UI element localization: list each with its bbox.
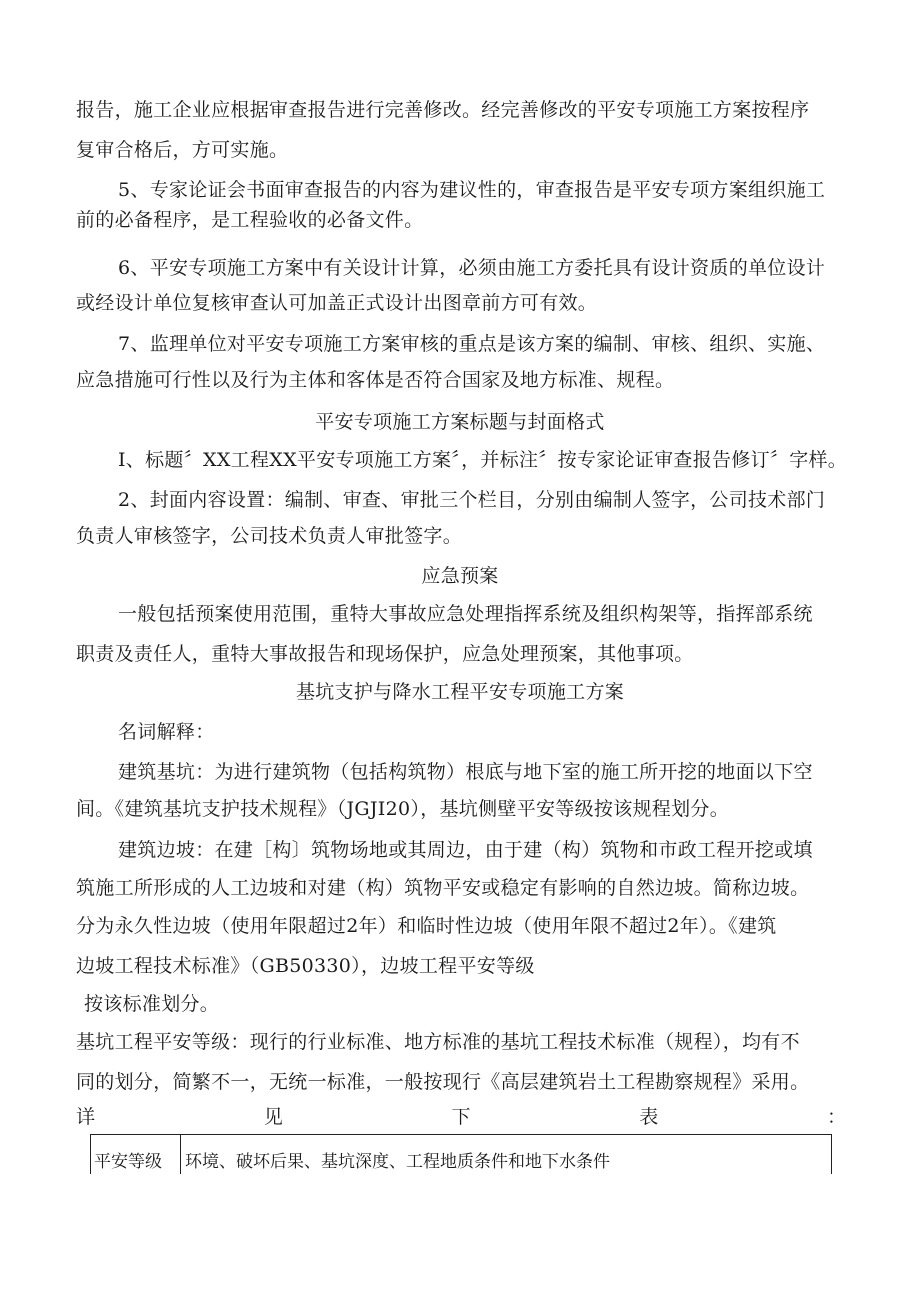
see-table-char-4: 表 xyxy=(639,1106,659,1128)
pit-grade-line-1: 基坑工程平安等级：现行的行业标准、地方标准的基坑工程技术标准（规程），均有不 xyxy=(76,1031,800,1053)
safety-grade-table xyxy=(90,1134,832,1174)
slope-definition-line-2: 筑施工所形成的人工边坡和对建（构）筑物平安或稳定有影响的自然边坡。简称边坡。 xyxy=(76,877,810,899)
cover-item-1: I、标题〞XX工程XX平安专项施工方案〞，并标注〞按专家论证审查报告修订〞字样。 xyxy=(118,449,848,471)
paragraph-5-line-1: 5、专家论证会书面审查报告的内容为建议性的，审查报告是平安专项方案组织施工 xyxy=(118,179,826,201)
slope-definition-line-4: 边坡工程技术标准》（GB50330），边坡工程平安等级 xyxy=(76,955,535,977)
paragraph-6-line-2: 或经设计单位复核审查认可加盖正式设计出图章前方可有效。 xyxy=(76,292,598,314)
see-table-char-3: 下 xyxy=(451,1106,471,1128)
section-heading-emergency: 应急预案 xyxy=(421,565,499,587)
slope-definition-line-3: 分为永久性边坡（使用年限超过2年）和临时性边坡（使用年限不超过2年）。《建筑 xyxy=(76,915,777,937)
paragraph-5-line-2: 前的必备程序，是工程验收的必备文件。 xyxy=(76,209,424,231)
terms-label: 名词解释： xyxy=(118,721,215,743)
see-table-char-2: 见 xyxy=(263,1106,283,1128)
see-table-line xyxy=(76,1104,846,1130)
pit-definition-line-2: 间。《建筑基坑支护技术规程》（JGJI20），基坑侧壁平安等级按该规程划分。 xyxy=(76,798,729,820)
section-heading-cover-format: 平安专项施工方案标题与封面格式 xyxy=(315,411,605,433)
cover-item-2-line-1: 2、封面内容设置：编制、审查、审批三个栏目，分别由编制人签字，公司技术部门 xyxy=(118,489,826,511)
paragraph-7-line-1: 7、监理单位对平安专项施工方案审核的重点是该方案的编制、审核、组织、实施、 xyxy=(118,333,826,355)
see-table-char-1: 详 xyxy=(76,1106,96,1128)
paragraph-report-line-1: 报告，施工企业应根据审查报告进行完善修改。经完善修改的平安专项施工方案按程序 xyxy=(76,99,810,121)
slope-definition-line-1: 建筑边坡：在建［构〕筑物场地或其周边，由于建（构）筑物和市政工程开挖或填 xyxy=(118,839,813,861)
paragraph-7-line-2: 应急措施可行性以及行为主体和客体是否符合国家及地方标准、规程。 xyxy=(76,369,675,391)
slope-definition-line-5: 按该标准划分。 xyxy=(84,993,220,1015)
section-heading-foundation-pit: 基坑支护与降水工程平安专项施工方案 xyxy=(295,681,625,703)
paragraph-report-line-2: 复审合格后，方可实施。 xyxy=(76,139,289,161)
emergency-body-line-1: 一般包括预案使用范围，重特大事故应急处理指挥系统及组织构架等，指挥部系统 xyxy=(118,603,813,625)
pit-grade-line-2: 同的划分，简繁不一，无统一标准，一般按现行《高层建筑岩土工程勘察规程》采用。 xyxy=(76,1071,810,1093)
pit-definition-line-1: 建筑基坑：为进行建筑物（包括构筑物）根底与地下室的施工所开挖的地面以下空 xyxy=(118,761,813,783)
emergency-body-line-2: 职责及责任人，重特大事故报告和现场保护，应急处理预案，其他事项。 xyxy=(76,643,694,665)
table-header-safety-grade: 平安等级 xyxy=(91,1135,181,1174)
see-table-char-5: ： xyxy=(826,1106,846,1128)
paragraph-6-line-1: 6、平安专项施工方案中有关设计计算，必须由施工方委托具有设计资质的单位设计 xyxy=(118,257,826,279)
cover-item-2-line-2: 负责人审核签字，公司技术负责人审批签字。 xyxy=(76,525,463,547)
table-header-conditions: 环境、破坏后果、基坑深度、工程地质条件和地下水条件 xyxy=(185,1152,610,1172)
